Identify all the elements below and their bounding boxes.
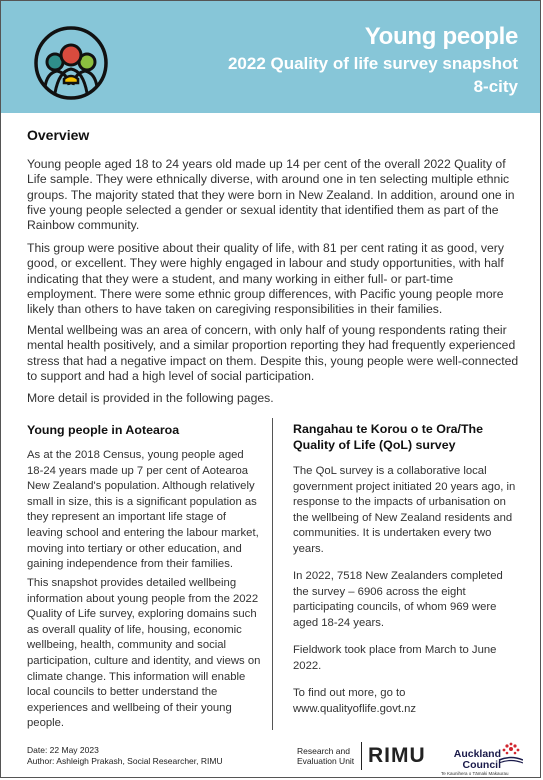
auckland-council-line-1: Auckland bbox=[453, 748, 501, 760]
right-column-paragraph-3: Fieldwork took place from March to June 2022. bbox=[293, 644, 497, 672]
page-title: Young people bbox=[364, 23, 518, 50]
right-column-paragraph-2: In 2022, 7518 New Zealanders completed the survey – 6906 across the eight participating councils, of whom 969 were aged 18-24 years. bbox=[293, 570, 503, 629]
right-column-heading-line-2: Quality of Life (QoL) survey bbox=[293, 438, 456, 452]
right-column-heading-line-1: Rangahau te Korou o te Ora/The bbox=[293, 422, 484, 436]
column-divider bbox=[272, 418, 273, 730]
footer-author: Author: Ashleigh Prakash, Social Researcher, RIMU bbox=[27, 756, 223, 766]
overview-heading: Overview bbox=[27, 127, 90, 143]
overview-paragraph-2: This group were positive about their quality of life, with 81 per cent rating it as good, very good, or excellent. They were highly engaged in labour and study opportunities, with half indicating that they were a student, and many working in either full- or part-time employment. There were some ethnic group differences, with Pacific young people more likely than others to have taken on caregiving responsibilities in their families. bbox=[27, 241, 504, 317]
left-column-heading: Young people in Aotearoa bbox=[27, 423, 180, 437]
left-column-paragraph-2: This snapshot provides detailed wellbeing information about young people from the 2022 Quality of Life survey, exploring domains such as overall quality of life, housing, economic wellbeing, health, community and social participation, culture and identity, and views on climate change. This information will enable local councils to better understand the experiences and wellbeing of their young people. bbox=[27, 577, 261, 730]
rimu-logo: RIMU bbox=[368, 744, 426, 767]
overview-paragraph-3: Mental wellbeing was an area of concern, with only half of young respondents rating their mental health positively, and a similar proportion reporting they had frequently experienced stress that had a negative impact on them. Despite this, young people were well-connected to support and had a high level of social participation. bbox=[27, 323, 519, 383]
right-column-find-out-more: To find out more, go to bbox=[293, 687, 406, 699]
qol-website-link[interactable]: www.qualityoflife.govt.nz bbox=[293, 703, 417, 715]
overview-paragraph-1: Young people aged 18 to 24 years old made up 14 per cent of the overall 2022 Quality of Life sample. They were ethnically diverse, with around one in ten selecting multiple ethnic groups. The majority stated that they were born in New Zealand. In addition, around one in five young people selected a gender or sexual identity that identified them as part of the Rainbow community. bbox=[27, 157, 515, 233]
rimu-unit-name bbox=[297, 746, 357, 766]
right-column-paragraph-1: The QoL survey is a collaborative local government project initiated 20 years ago, in response to the impacts of urbanisation on the wellbeing of New Zealand residents and communities. It is undertaken every two years. bbox=[293, 465, 516, 555]
header-banner bbox=[1, 1, 540, 113]
page-subtitle: 2022 Quality of life survey snapshot bbox=[227, 54, 518, 73]
rimu-logo-divider bbox=[361, 742, 362, 770]
auckland-council-tagline: Te Kaunihera o Tāmaki Makaurau bbox=[441, 771, 509, 776]
rimu-unit-line-1: Research and bbox=[297, 746, 350, 756]
auckland-council-wordmark bbox=[449, 749, 501, 770]
left-column-paragraph-1: As at the 2018 Census, young people aged 18-24 years made up 7 per cent of Aotearoa New Zealand's population. Although relatively small in size, this is a significant population as they represent an important life stage of leaving school and entering the labour market, moving into tertiary or other education, and gaining independence from their families. bbox=[27, 449, 259, 571]
rimu-unit-line-2: Evaluation Unit bbox=[297, 756, 355, 766]
people-group-icon bbox=[33, 25, 109, 101]
footer-date: Date: 22 May 2023 bbox=[27, 745, 99, 755]
overview-paragraph-4: More detail is provided in the following pages. bbox=[27, 391, 274, 405]
auckland-council-line-2: Council bbox=[462, 758, 501, 771]
page-city-label: 8-city bbox=[473, 77, 518, 96]
